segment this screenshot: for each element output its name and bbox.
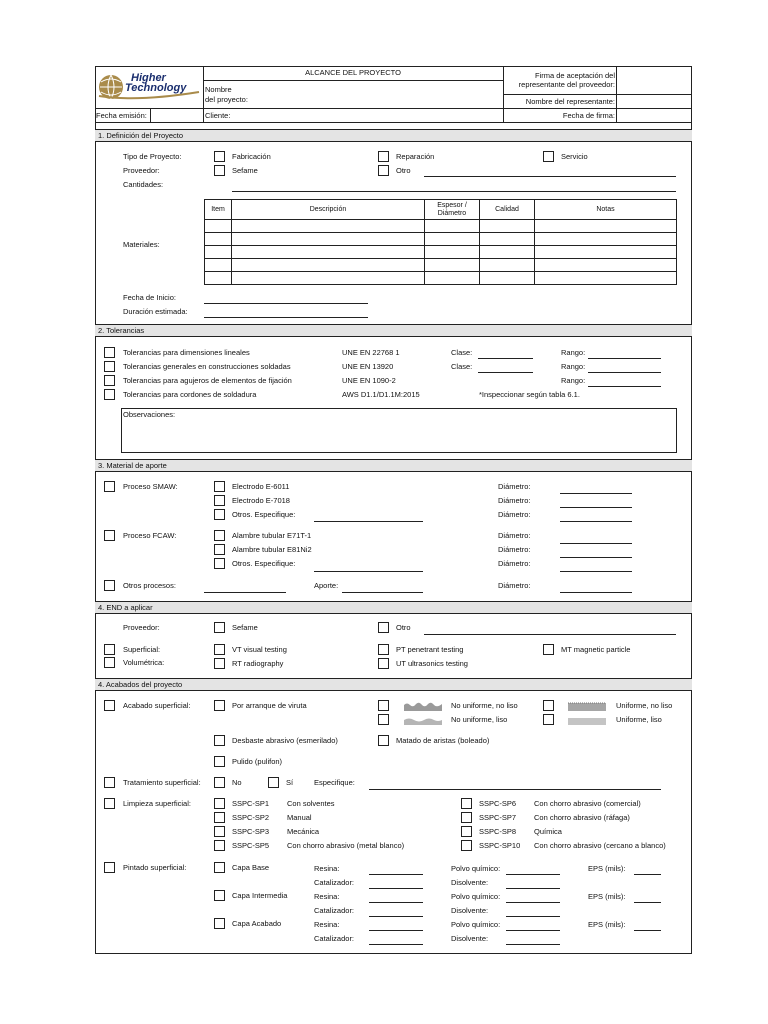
volumetrica-label: Volumétrica:	[123, 658, 165, 667]
text-field-line[interactable]	[506, 888, 560, 889]
text-field-line[interactable]	[369, 916, 423, 917]
checkbox[interactable]	[461, 826, 472, 837]
checkbox[interactable]	[214, 798, 225, 809]
table-row[interactable]	[205, 220, 677, 233]
checkbox[interactable]	[214, 165, 225, 176]
text-field-line[interactable]	[424, 634, 676, 635]
form-title: ALCANCE DEL PROYECTO	[305, 68, 401, 77]
sspc-desc: Química	[534, 827, 562, 836]
option-label: Otros. Especifique:	[232, 510, 296, 519]
checkbox[interactable]	[214, 826, 225, 837]
checkbox[interactable]	[378, 165, 389, 176]
checkbox[interactable]	[378, 714, 389, 725]
option-label: Sí	[286, 778, 294, 787]
checkbox[interactable]	[268, 777, 279, 788]
option-label: Sefame	[232, 623, 258, 632]
section-header: 2. Tolerancias	[95, 324, 692, 337]
materiales-label: Materiales:	[123, 240, 160, 249]
checkbox[interactable]	[214, 509, 225, 520]
norm-label: UNE EN 13920	[342, 362, 394, 371]
checkbox[interactable]	[214, 756, 225, 767]
polvo-label: Polvo químico:	[451, 920, 501, 929]
text-field-line[interactable]	[478, 372, 533, 373]
fecha-inicio-label: Fecha de Inicio:	[123, 293, 176, 302]
text-field-line[interactable]	[560, 521, 632, 522]
checkbox[interactable]	[214, 735, 225, 746]
logo-text: Higher	[131, 72, 166, 84]
option-label: Otros. Especifique:	[232, 559, 296, 568]
rango-label: Rango:	[561, 376, 586, 385]
disolvente-label: Disolvente:	[451, 906, 489, 915]
checkbox[interactable]	[378, 700, 389, 711]
fcaw-label: Proceso FCAW:	[123, 531, 177, 540]
capa-label: Capa Acabado	[232, 919, 282, 928]
materiales-table	[204, 199, 677, 285]
checkbox[interactable]	[214, 918, 225, 929]
capa-label: Capa Intermedia	[232, 891, 288, 900]
clase-label: Clase:	[451, 362, 473, 371]
option-label: MT magnetic particle	[561, 645, 631, 654]
diametro-label: Diámetro:	[498, 482, 531, 491]
checkbox[interactable]	[378, 622, 389, 633]
tolerancia-label: Tolerancias generales en construcciones soldadas	[123, 362, 291, 371]
section-header: 3. Material de aporte	[95, 459, 692, 472]
checkbox[interactable]	[461, 840, 472, 851]
tolerancia-label: Tolerancias para agujeros de elementos de fijación	[123, 376, 292, 385]
eps-label: EPS (mils):	[588, 920, 626, 929]
table-header: Espesor / Diámetro	[425, 200, 480, 220]
checkbox[interactable]	[104, 657, 115, 668]
table-row[interactable]	[205, 259, 677, 272]
option-label: RT radiography	[232, 659, 284, 668]
divider	[95, 108, 692, 109]
superficial-label: Superficial:	[123, 645, 161, 654]
checkbox[interactable]	[214, 777, 225, 788]
inspection-note: *Inspeccionar según tabla 6.1.	[479, 390, 580, 399]
sspc-desc: Con solventes	[287, 799, 335, 808]
checkbox[interactable]	[104, 580, 115, 591]
text-field-line[interactable]	[424, 176, 676, 177]
option-label: UT ultrasonics testing	[396, 659, 468, 668]
table-row[interactable]	[205, 272, 677, 285]
observaciones-box[interactable]	[121, 408, 677, 453]
option-label: VT visual testing	[232, 645, 287, 654]
checkbox[interactable]	[214, 558, 225, 569]
option-label: Otro	[396, 623, 411, 632]
proyecto-label: del proyecto:	[205, 95, 248, 104]
option-label: Por arranque de viruta	[232, 701, 307, 710]
sspc-desc: Con chorro abrasivo (metal blanco)	[287, 841, 405, 850]
sspc-code: SSPC-SP6	[479, 799, 517, 808]
checkbox[interactable]	[104, 798, 115, 809]
checkbox[interactable]	[543, 151, 554, 162]
text-field-line[interactable]	[314, 521, 423, 522]
catalizador-label: Catalizador:	[314, 906, 355, 915]
text-field-line[interactable]	[369, 930, 423, 931]
checkbox[interactable]	[214, 530, 225, 541]
capa-label: Capa Base	[232, 863, 270, 872]
firma-label: Firma de aceptación del	[534, 71, 615, 80]
checkbox[interactable]	[461, 798, 472, 809]
checkbox[interactable]	[543, 700, 554, 711]
rango-label: Rango:	[561, 348, 586, 357]
text-field-line[interactable]	[369, 944, 423, 945]
sspc-desc: Manual	[287, 813, 312, 822]
sspc-code: SSPC-SP3	[232, 827, 270, 836]
text-field-line[interactable]	[634, 902, 661, 903]
table-header: Calidad	[480, 200, 535, 220]
norm-label: AWS D1.1/D1.1M:2015	[342, 390, 420, 399]
eps-label: EPS (mils):	[588, 864, 626, 873]
option-label: Electrodo E-6011	[232, 482, 290, 491]
text-field-line[interactable]	[369, 902, 423, 903]
option-label: No uniforme, no liso	[451, 701, 518, 710]
checkbox[interactable]	[461, 812, 472, 823]
text-field-line[interactable]	[506, 944, 560, 945]
checkbox[interactable]	[104, 530, 115, 541]
limpieza-label: Limpieza superficial:	[123, 799, 191, 808]
otros-procesos-label: Otros procesos:	[123, 581, 176, 590]
section-header: 4. END a aplicar	[95, 601, 692, 614]
checkbox[interactable]	[214, 862, 225, 873]
option-label: Uniforme, liso	[616, 715, 662, 724]
nombre-representante-label: Nombre del representante:	[525, 97, 615, 106]
checkbox[interactable]	[214, 495, 225, 506]
sspc-code: SSPC-SP5	[232, 841, 270, 850]
text-field-line[interactable]	[634, 874, 661, 875]
table-header: Notas	[535, 200, 677, 220]
tolerancia-label: Tolerancias para cordones de soldadura	[123, 390, 257, 399]
resina-label: Resina:	[314, 892, 340, 901]
table-header: Descripción	[232, 200, 425, 220]
text-field-line[interactable]	[560, 557, 632, 558]
diametro-label: Diámetro:	[498, 559, 531, 568]
sspc-code: SSPC-SP10	[479, 841, 521, 850]
logo-text: Technology	[125, 82, 187, 94]
checkbox[interactable]	[543, 644, 554, 655]
diametro-label: Diámetro:	[498, 510, 531, 519]
checkbox[interactable]	[104, 375, 115, 386]
checkbox[interactable]	[378, 658, 389, 669]
disolvente-label: Disolvente:	[451, 878, 489, 887]
cantidades-label: Cantidades:	[123, 180, 164, 189]
sspc-desc: Con chorro abrasivo (comercial)	[534, 799, 641, 808]
text-field-line[interactable]	[314, 571, 423, 572]
sspc-desc: Con chorro abrasivo (cercano a blanco)	[534, 841, 666, 850]
proveedor-label: Proveedor:	[123, 623, 160, 632]
checkbox[interactable]	[104, 644, 115, 655]
fecha-firma-label: Fecha de firma:	[562, 111, 615, 120]
nombre-label: Nombre	[205, 85, 232, 94]
divider	[503, 94, 692, 95]
checkbox[interactable]	[104, 389, 115, 400]
checkbox[interactable]	[104, 481, 115, 492]
text-field-line[interactable]	[506, 902, 560, 903]
proveedor-label: Proveedor:	[123, 166, 160, 175]
checkbox[interactable]	[214, 812, 225, 823]
text-field-line[interactable]	[560, 592, 632, 593]
text-field-line[interactable]	[369, 874, 423, 875]
polvo-label: Polvo químico:	[451, 892, 501, 901]
clase-label: Clase:	[451, 348, 473, 357]
diametro-label: Diámetro:	[498, 545, 531, 554]
divider	[203, 80, 503, 81]
divider	[150, 108, 151, 123]
checkbox[interactable]	[104, 777, 115, 788]
option-label: Fabricación	[232, 152, 271, 161]
option-label: Sefame	[232, 166, 258, 175]
text-field-line[interactable]	[560, 507, 632, 508]
section-header: 4. Acabados del proyecto	[95, 678, 692, 691]
section-header: 1. Definición del Proyecto	[95, 129, 692, 142]
checkbox[interactable]	[378, 644, 389, 655]
divider	[95, 122, 692, 123]
duracion-label: Duración estimada:	[123, 307, 188, 316]
table-row[interactable]	[205, 246, 677, 259]
option-label: Otro	[396, 166, 411, 175]
checkbox[interactable]	[104, 347, 115, 358]
pintado-label: Pintado superficial:	[123, 863, 187, 872]
checkbox[interactable]	[214, 544, 225, 555]
sspc-code: SSPC-SP2	[232, 813, 270, 822]
company-logo	[97, 70, 201, 104]
text-field-line[interactable]	[204, 317, 368, 318]
text-field-line[interactable]	[506, 874, 560, 875]
checkbox[interactable]	[214, 890, 225, 901]
grainy-texture-icon	[568, 701, 606, 711]
tolerancia-label: Tolerancias para dimensiones lineales	[123, 348, 250, 357]
checkbox[interactable]	[378, 151, 389, 162]
checkbox[interactable]	[104, 700, 115, 711]
option-label: No	[232, 778, 242, 787]
text-field-line[interactable]	[478, 358, 533, 359]
checkbox[interactable]	[214, 481, 225, 492]
especifique-label: Especifique:	[314, 778, 355, 787]
text-field-line[interactable]	[232, 191, 676, 192]
tipo-proyecto-label: Tipo de Proyecto:	[123, 152, 182, 161]
option-label: Desbaste abrasivo (esmerilado)	[232, 736, 338, 745]
fecha-emision-label: Fecha emisión:	[96, 111, 147, 120]
smaw-label: Proceso SMAW:	[123, 482, 178, 491]
observaciones-label: Observaciones:	[123, 410, 176, 419]
sspc-code: SSPC-SP7	[479, 813, 517, 822]
sspc-code: SSPC-SP1	[232, 799, 270, 808]
text-field-line[interactable]	[369, 888, 423, 889]
text-field-line[interactable]	[588, 358, 661, 359]
text-field-line[interactable]	[588, 372, 661, 373]
aporte-label: Aporte:	[314, 581, 339, 590]
diametro-label: Diámetro:	[498, 496, 531, 505]
checkbox[interactable]	[543, 714, 554, 725]
wavy-texture-icon	[404, 715, 442, 725]
checkbox[interactable]	[214, 840, 225, 851]
diametro-label: Diámetro:	[498, 531, 531, 540]
text-field-line[interactable]	[506, 916, 560, 917]
table-header: Item	[205, 200, 232, 220]
option-label: Reparación	[396, 152, 435, 161]
text-field-line[interactable]	[560, 493, 632, 494]
norm-label: UNE EN 1090-2	[342, 376, 396, 385]
catalizador-label: Catalizador:	[314, 934, 355, 943]
sspc-desc: Mecánica	[287, 827, 320, 836]
text-field-line[interactable]	[204, 592, 286, 593]
checkbox[interactable]	[104, 361, 115, 372]
acabado-label: Acabado superficial:	[123, 701, 191, 710]
eps-label: EPS (mils):	[588, 892, 626, 901]
cliente-label: Cliente:	[205, 111, 231, 120]
option-label: Matado de aristas (boleado)	[396, 736, 490, 745]
option-label: PT penetrant testing	[396, 645, 464, 654]
resina-label: Resina:	[314, 864, 340, 873]
rough-texture-icon	[404, 701, 442, 711]
checkbox[interactable]	[214, 644, 225, 655]
option-label: No uniforme, liso	[451, 715, 508, 724]
smooth-texture-icon	[568, 715, 606, 725]
diametro-label: Diámetro:	[498, 581, 531, 590]
checkbox[interactable]	[214, 658, 225, 669]
option-label: Electrodo E-7018	[232, 496, 290, 505]
checkbox[interactable]	[214, 700, 225, 711]
text-field-line[interactable]	[634, 930, 661, 931]
checkbox[interactable]	[214, 622, 225, 633]
option-label: Pulido (pulifon)	[232, 757, 283, 766]
resina-label: Resina:	[314, 920, 340, 929]
option-label: Alambre tubular E71T-1	[232, 531, 312, 540]
text-field-line[interactable]	[204, 303, 368, 304]
sspc-desc: Con chorro abrasivo (ráfaga)	[534, 813, 630, 822]
rango-label: Rango:	[561, 362, 586, 371]
catalizador-label: Catalizador:	[314, 878, 355, 887]
option-label: Servicio	[561, 152, 588, 161]
polvo-label: Polvo químico:	[451, 864, 501, 873]
table-row[interactable]	[205, 233, 677, 246]
disolvente-label: Disolvente:	[451, 934, 489, 943]
firma-label: representante del proveedor:	[518, 80, 615, 89]
text-field-line[interactable]	[560, 543, 632, 544]
text-field-line[interactable]	[560, 571, 632, 572]
tratamiento-label: Tratamiento superficial:	[123, 778, 201, 787]
text-field-line[interactable]	[342, 592, 423, 593]
text-field-line[interactable]	[369, 789, 661, 790]
checkbox[interactable]	[378, 735, 389, 746]
checkbox[interactable]	[104, 862, 115, 873]
option-label: Alambre tubular E81Ni2	[232, 545, 312, 554]
norm-label: UNE EN 22768 1	[342, 348, 400, 357]
sspc-code: SSPC-SP8	[479, 827, 517, 836]
checkbox[interactable]	[214, 151, 225, 162]
text-field-line[interactable]	[588, 386, 661, 387]
option-label: Uniforme, no liso	[616, 701, 673, 710]
text-field-line[interactable]	[506, 930, 560, 931]
